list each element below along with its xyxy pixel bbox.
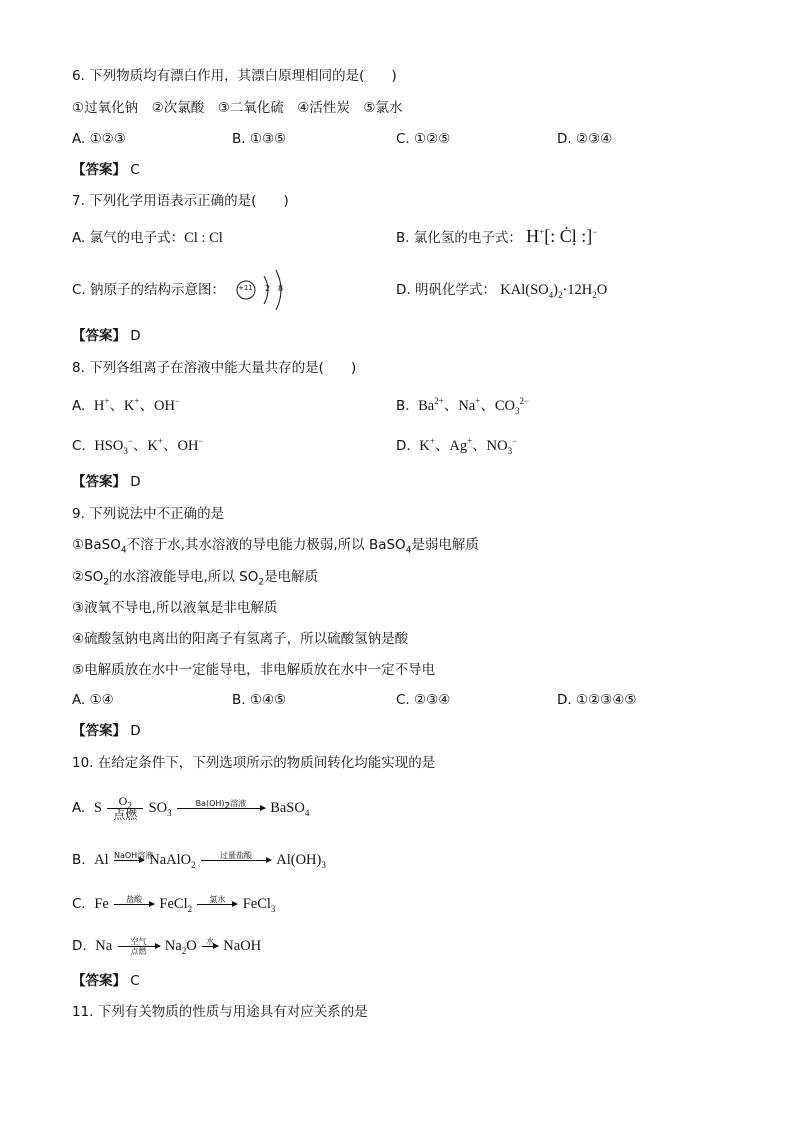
q10-answer: 【答案】 C: [72, 973, 140, 989]
q10-option-d: D. Na 空气 点燃 $Na_2O$ 水 NaOH: [72, 936, 262, 956]
q10-option-a: A. S $O_2$ 点燃 $SO_3$ $Ba(OH)_2$溶液 BaSO$_4$: [72, 793, 310, 822]
shell-1-count: 2: [265, 284, 271, 293]
c-arrow-2: 氯水: [197, 895, 237, 914]
d-arrow-1: 空气 点燃: [118, 937, 160, 956]
q8-option-b: B. $Ba^{2+}$、Na+、$CO_3^{2-}$: [396, 396, 530, 416]
q7-option-a: A. 氯气的电子式：Cl : Cl: [72, 230, 223, 246]
q10-stem: 10. 在给定条件下，下列选项所示的物质间转化均能实现的是: [72, 755, 436, 771]
q6-option-b: B. ①③⑤: [232, 131, 287, 147]
q9-statement-3: ③液氧不导电,所以液氧是非电解质: [72, 600, 278, 616]
q9-option-d: D. ①②③④⑤: [557, 692, 637, 708]
q6-option-c: C. ①②⑤: [396, 131, 451, 147]
q6-option-d: D. ②③④: [557, 131, 613, 147]
q9-option-a: A. ①④: [72, 692, 114, 708]
hcl-electron-formula: H+[: Ċḷ :]−: [526, 226, 598, 246]
d-arrow-2: 水: [202, 937, 218, 956]
q6-answer: 【答案】 C: [72, 162, 140, 178]
q9-option-c: C. ②③④: [396, 692, 451, 708]
q10-option-c: C. Fe 盐酸 FeCl$_2$ 氯水 FeCl$_3$: [72, 894, 276, 914]
q6-list: ①过氧化钠 ②次氯酸 ③二氧化硫 ④活性炭 ⑤氯水: [72, 100, 403, 116]
q10-option-b: B. Al NaOH溶液 NaAlO$_2$ 过量盐酸 $Al(OH)_3$: [72, 850, 326, 870]
alum-formula: $KAl(SO_4)_2\cdot 12H_2O$: [500, 282, 608, 300]
b-arrow-1: NaOH溶液: [113, 850, 154, 860]
b-arrow-2: 过量盐酸: [201, 851, 271, 870]
q9-statement-5: ⑤电解质放在水中一定能导电，非电解质放在水中一定不导电: [72, 662, 436, 678]
shell-2-count: 8: [278, 284, 284, 293]
q8-option-c: C. $HSO_3^-$、K+、OH−: [72, 436, 204, 456]
q7-answer: 【答案】 D: [72, 328, 141, 344]
nucleus-charge: +11: [238, 284, 253, 292]
q7-option-d: D. 明矾化学式： $KAl(SO_4)_2\cdot 12H_2O$: [396, 282, 608, 300]
q6-stem: 6. 下列物质均有漂白作用，其漂白原理相同的是( ): [72, 68, 397, 84]
sodium-atom-diagram: [232, 268, 292, 312]
q9-statement-4: ④硫酸氢钠电离出的阳离子有氢离子，所以硫酸氢钠是酸: [72, 631, 409, 647]
q7-option-b: B. 氯化氢的电子式： H+[: Ċḷ :]−: [396, 226, 598, 246]
c-arrow-1: 盐酸: [114, 895, 154, 914]
a-arrow-1: $O_2$ 点燃: [107, 795, 143, 822]
q7-option-c: C. 钠原子的结构示意图：: [72, 282, 226, 298]
q8-option-a: A. H+、K+、OH−: [72, 396, 181, 414]
q7-stem: 7. 下列化学用语表示正确的是( ): [72, 193, 289, 209]
q9-statement-2: $②SO_2$的水溶液能导电,所以 $SO_2$是电解质: [72, 569, 319, 588]
chlorine-electron-formula: Cl : Cl: [184, 230, 223, 246]
q8-answer: 【答案】 D: [72, 474, 141, 490]
q9-option-b: B. ①④⑤: [232, 692, 287, 708]
q11-stem: 11. 下列有关物质的性质与用途具有对应关系的是: [72, 1004, 368, 1020]
a-arrow-2: $Ba(OH)_2$溶液: [177, 799, 265, 818]
q6-option-a: A. ①②③: [72, 131, 126, 147]
q9-stem: 9. 下列说法中不正确的是: [72, 506, 225, 522]
q9-answer: 【答案】 D: [72, 723, 141, 739]
q8-option-d: D. K+、Ag+、$NO_3^-$: [396, 436, 518, 456]
q9-statement-1: ①BaSO$_4$不溶于水,其水溶液的导电能力极弱,所以 BaSO$_4$是弱电解质: [72, 537, 479, 556]
q8-stem: 8. 下列各组离子在溶液中能大量共存的是( ): [72, 360, 357, 376]
